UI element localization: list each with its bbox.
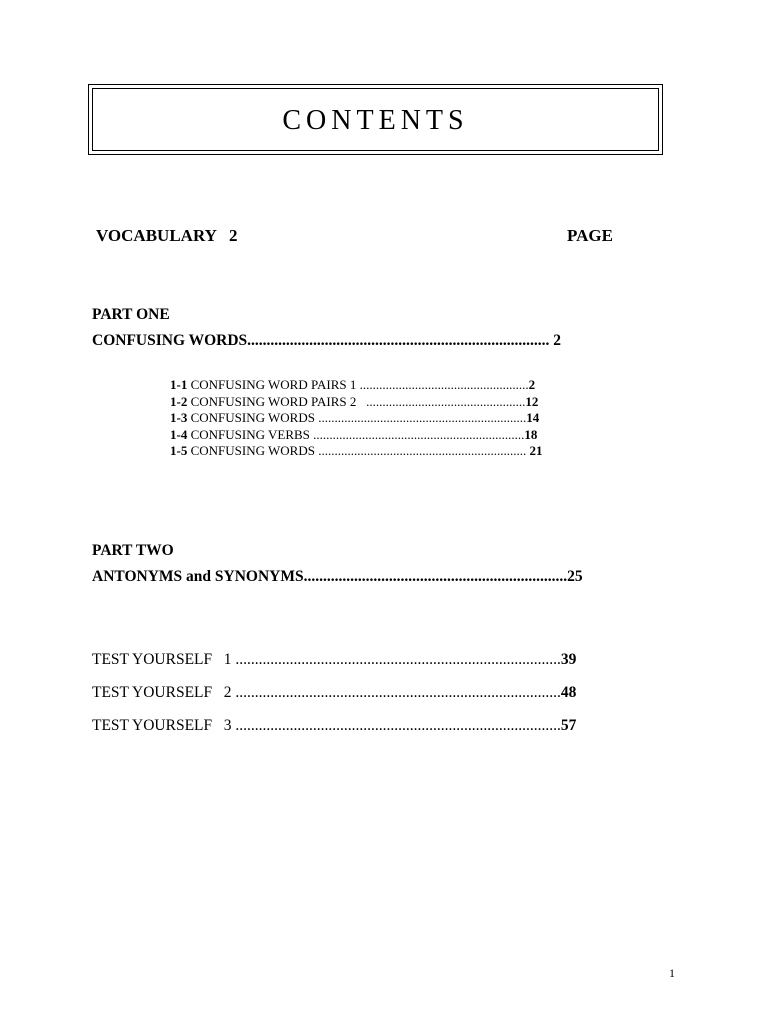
toc-subentry[interactable] (170, 377, 542, 394)
toc-entry-test-yourself-2[interactable] (92, 684, 576, 702)
toc-entry-test-yourself-3[interactable] (92, 717, 576, 735)
part-one-label: PART ONE (92, 306, 170, 323)
subentry-page: 12 (525, 393, 539, 409)
toc-subentry[interactable] (170, 427, 542, 444)
subentry-title: CONFUSING WORD PAIRS 2 (187, 393, 367, 409)
toc-entry-title: TEST YOURSELF 3 (92, 717, 236, 734)
toc-entry-leader: .................................................................................... (235, 684, 561, 701)
part-one-subentries (170, 377, 542, 460)
toc-entry-leader: .................................................................... (303, 568, 568, 585)
subentry-page: 2 (528, 377, 536, 392)
toc-entry-title: TEST YOURSELF 1 (92, 651, 236, 668)
toc-entry-leader: .............................................................................. (247, 332, 550, 349)
section-heading-vocabulary: VOCABULARY 2 (96, 226, 238, 245)
subentry-number: 1-3 (170, 410, 188, 426)
toc-subentry[interactable] (170, 410, 542, 427)
subentry-leader: ................................................................ (318, 410, 527, 426)
footer-page-number: 1 (669, 966, 675, 980)
subentry-number: 1-2 (170, 393, 188, 409)
subentry-leader: ................................................................. (313, 426, 525, 442)
toc-entry-confusing-words[interactable] (92, 332, 561, 350)
toc-entry-page: 48 (560, 684, 577, 701)
toc-entry-title: ANTONYMS and SYNONYMS (92, 568, 304, 585)
toc-entry-page: 2 (553, 332, 562, 349)
toc-entry-page: 57 (560, 717, 577, 734)
toc-entry-page: 39 (560, 651, 577, 668)
subentry-leader: ................................................. (366, 393, 526, 409)
subentry-leader: ................................................................ (318, 443, 527, 459)
title-box (88, 84, 663, 155)
page-title: CONTENTS (282, 105, 469, 136)
subentry-page: 21 (529, 443, 543, 459)
subentry-title: CONFUSING WORDS (187, 410, 319, 426)
subentry-leader: .................................................... (359, 377, 529, 392)
toc-subentry[interactable] (170, 443, 542, 460)
toc-entry-title: CONFUSING WORDS (92, 332, 248, 349)
part-two-label: PART TWO (92, 542, 174, 559)
subentry-number: 1-4 (170, 426, 188, 442)
toc-subentry[interactable] (170, 394, 542, 411)
toc-entry-page: 25 (567, 568, 583, 585)
subentry-title: CONFUSING WORD PAIRS 1 (187, 377, 360, 392)
toc-entry-leader: .................................................................................... (235, 717, 561, 734)
toc-entry-test-yourself-1[interactable] (92, 651, 576, 669)
column-heading-page: PAGE (567, 226, 613, 245)
toc-entry-antonyms-synonyms[interactable] (92, 568, 583, 586)
toc-entry-leader: .................................................................................... (235, 651, 561, 668)
toc-entry-title: TEST YOURSELF 2 (92, 684, 236, 701)
subentry-page: 14 (526, 410, 540, 426)
subentry-page: 18 (524, 426, 538, 442)
subentry-title: CONFUSING VERBS (187, 426, 314, 442)
subentry-number: 1-5 (170, 443, 188, 459)
subentry-number: 1-1 (170, 377, 188, 392)
subentry-title: CONFUSING WORDS (187, 443, 319, 459)
